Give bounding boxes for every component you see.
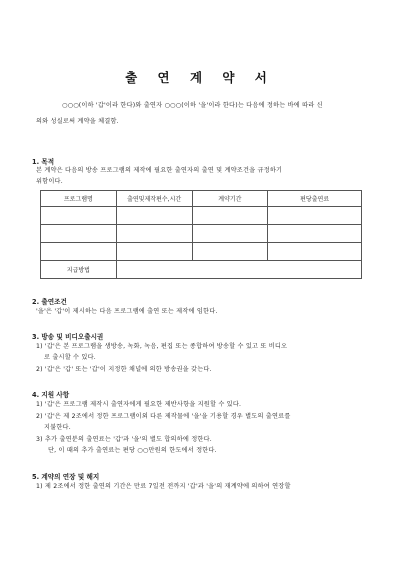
section-purpose-line-2: 위함이다. (36, 178, 63, 185)
payment-row (41, 261, 362, 279)
section-purpose-heading: 1. 목적 (32, 158, 55, 166)
section-support-line-5: 단, 이 때의 추가 출연료는 편당 ○○만원의 한도에서 정한다. (48, 447, 217, 454)
intro-line-1: ○○○(이하 '갑'이라 한다)와 출연자 ○○○(이하 '을'이라 한다)는 다음에 정하는 바에 따라 신 (62, 102, 323, 109)
table-header-cell: 프로그램명 (41, 191, 117, 207)
table-header-cell: 계약기간 (192, 191, 268, 207)
table-cell (41, 207, 117, 225)
section-conditions-heading: 2. 출연조건 (32, 298, 67, 306)
document-title: 출 연 계 약 서 (125, 70, 275, 85)
section-support-heading: 4. 지원 사항 (32, 391, 70, 399)
section-rights-line-1: 1) '갑'은 본 프로그램을 생방송, 녹화, 녹음, 편집 또는 종합하여 방송할 수 있고 또 비디오 (36, 343, 288, 350)
table-cell (268, 207, 362, 225)
table-row (41, 225, 362, 243)
table-cell (268, 225, 362, 243)
table-cell (41, 243, 117, 261)
table-cell (192, 243, 268, 261)
section-purpose-line-1: 본 계약은 다음의 방송 프로그램의 제작에 필요한 출연자의 출연 및 계약조건을 규정하기 (36, 167, 283, 174)
table-cell (116, 225, 192, 243)
table-header-cell: 출연및제작편수,시간 (116, 191, 192, 207)
payment-value (116, 261, 361, 279)
section-support-line-4: 3) 추가 출연분의 출연료는 '갑'과 '을'의 별도 합의하에 정한다. (36, 436, 212, 443)
section-rights-line-2: 로 출시할 수 있다. (44, 354, 96, 361)
section-extension-heading: 5. 계약의 연장 및 해지 (32, 473, 100, 481)
section-support-line-3: 지불한다. (44, 424, 71, 431)
section-conditions-line-1: '을'은 '갑'이 제시하는 다음 프로그램에 출연 또는 제작에 임한다. (36, 308, 218, 315)
table-row (41, 207, 362, 225)
table-cell (192, 207, 268, 225)
section-rights-heading: 3. 방송 및 비디오출시권 (32, 333, 104, 341)
table-cell (116, 207, 192, 225)
table-row (41, 243, 362, 261)
program-table (40, 190, 362, 279)
intro-line-2: 의와 성실로써 계약을 체결함. (36, 118, 119, 125)
section-support-line-1: 1) '갑'은 프로그램 제작시 출연자에게 필요한 제반사항을 지원할 수 있다. (36, 401, 242, 408)
table-header-cell: 편당출연료 (268, 191, 362, 207)
section-rights-line-3: 2) '갑'은 '갑' 또는 '갑'이 지정한 채널에 의한 방송권을 갖는다. (36, 366, 212, 373)
section-extension-line-1: 1) 제 2조에서 정한 출연의 기간은 만료 7일전 전까지 '갑'과 '을'의 재계약에 의하여 연장할 (36, 483, 291, 490)
section-support-line-2: 2) '갑'은 제 2조에서 정한 프로그램이외 다른 제작물에 '을'을 기용할 경우 별도의 출연료를 (36, 413, 291, 420)
table-cell (41, 225, 117, 243)
payment-label: 지급방법 (41, 261, 117, 279)
table-cell (116, 243, 192, 261)
table-cell (268, 243, 362, 261)
table-cell (192, 225, 268, 243)
table-header-row (41, 191, 362, 207)
